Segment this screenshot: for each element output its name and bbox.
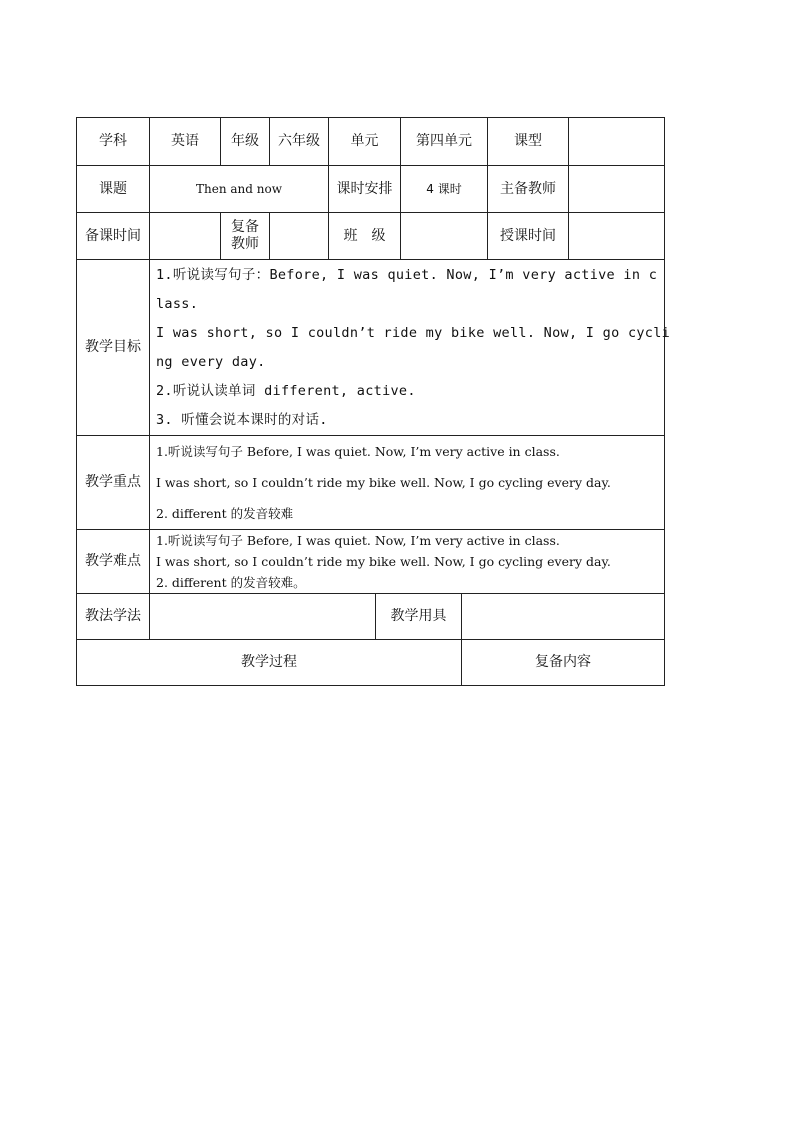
review-teacher-label-line-1: 复备 <box>231 219 259 236</box>
methods-label <box>76 593 150 640</box>
topic-label <box>76 165 150 213</box>
schedule-label-text: 课时安排 <box>336 180 393 197</box>
lead-teacher-label <box>487 165 569 213</box>
key-points-label-text: 教学重点 <box>85 474 141 491</box>
objectives-line: 2.听说认读单词 different, active. <box>156 382 416 399</box>
grade-label-text: 年级 <box>231 133 259 150</box>
subject-label-text: 学科 <box>99 133 127 150</box>
schedule-value-text: 4 课时 <box>426 181 462 196</box>
grade-value-text: 六年级 <box>278 133 320 150</box>
key-points-line: 2. different 的发音较难 <box>156 506 294 521</box>
topic-label-text: 课题 <box>99 180 127 197</box>
objectives-label <box>76 259 150 436</box>
topic-value <box>149 165 329 213</box>
key-points-line: I was short, so I couldn’t ride my bike well. Now, I go cycling every day. <box>156 475 611 490</box>
teaching-process-header <box>76 639 462 686</box>
prep-time-value[interactable] <box>149 212 221 260</box>
class-value[interactable] <box>400 212 488 260</box>
lesson-type-label <box>487 117 569 166</box>
teach-time-value[interactable] <box>568 212 665 260</box>
difficulties-line: 1.听说读写句子 Before, I was quiet. Now, I’m very active in class. <box>156 533 560 548</box>
difficulties-line: I was short, so I couldn’t ride my bike well. Now, I go cycling every day. <box>156 554 611 569</box>
subject-value-text: 英语 <box>171 133 199 150</box>
teaching-tools-label <box>375 593 462 640</box>
lesson-type-label-text: 课型 <box>514 133 542 150</box>
difficulties-label-text: 教学难点 <box>85 553 141 570</box>
lead-teacher-label-text: 主备教师 <box>500 180 556 197</box>
objectives-line: 3. 听懂会说本课时的对话. <box>156 411 328 428</box>
review-teacher-label <box>220 212 270 260</box>
lead-teacher-value[interactable] <box>568 165 665 213</box>
grade-value <box>269 117 329 166</box>
review-content-header <box>461 639 665 686</box>
review-teacher-label-line-2: 教师 <box>231 236 259 252</box>
difficulties-line: 2. different 的发音较难。 <box>156 575 306 590</box>
grade-label <box>220 117 270 166</box>
topic-value-text: Then and now <box>196 181 282 196</box>
schedule-value <box>400 165 488 213</box>
difficulties-content <box>149 529 665 594</box>
objectives-line: lass. <box>156 295 199 312</box>
methods-value[interactable] <box>149 593 376 640</box>
review-content-header-text: 复备内容 <box>535 654 591 671</box>
objectives-label-text: 教学目标 <box>85 339 141 356</box>
unit-label-text: 单元 <box>350 133 379 150</box>
lesson-type-value[interactable] <box>568 117 665 166</box>
difficulties-label <box>76 529 150 594</box>
unit-value-text: 第四单元 <box>416 133 472 150</box>
subject-value <box>149 117 221 166</box>
key-points-content <box>149 435 665 530</box>
teaching-tools-label-text: 教学用具 <box>390 608 447 625</box>
review-teacher-value[interactable] <box>269 212 329 260</box>
schedule-label <box>328 165 401 213</box>
class-label-text: 班 级 <box>343 227 386 244</box>
key-points-line: 1.听说读写句子 Before, I was quiet. Now, I’m very active in class. <box>156 444 560 459</box>
unit-label <box>328 117 401 166</box>
key-points-label <box>76 435 150 530</box>
objectives-line: ng every day. <box>156 353 266 370</box>
teaching-process-header-text: 教学过程 <box>241 654 297 671</box>
methods-label-text: 教法学法 <box>85 608 141 625</box>
teach-time-label-text: 授课时间 <box>500 227 556 244</box>
teach-time-label <box>487 212 569 260</box>
prep-time-label-text: 备课时间 <box>85 227 141 244</box>
teaching-tools-value[interactable] <box>461 593 665 640</box>
unit-value <box>400 117 488 166</box>
class-label <box>328 212 401 260</box>
subject-label <box>76 117 150 166</box>
objectives-content <box>149 259 671 436</box>
objectives-line: 1.听说读写句子：Before, I was quiet. Now, I’m very active in c <box>156 266 658 283</box>
objectives-line: I was short, so I couldn’t ride my bike well. Now, I go cycli <box>156 324 671 341</box>
prep-time-label <box>76 212 150 260</box>
